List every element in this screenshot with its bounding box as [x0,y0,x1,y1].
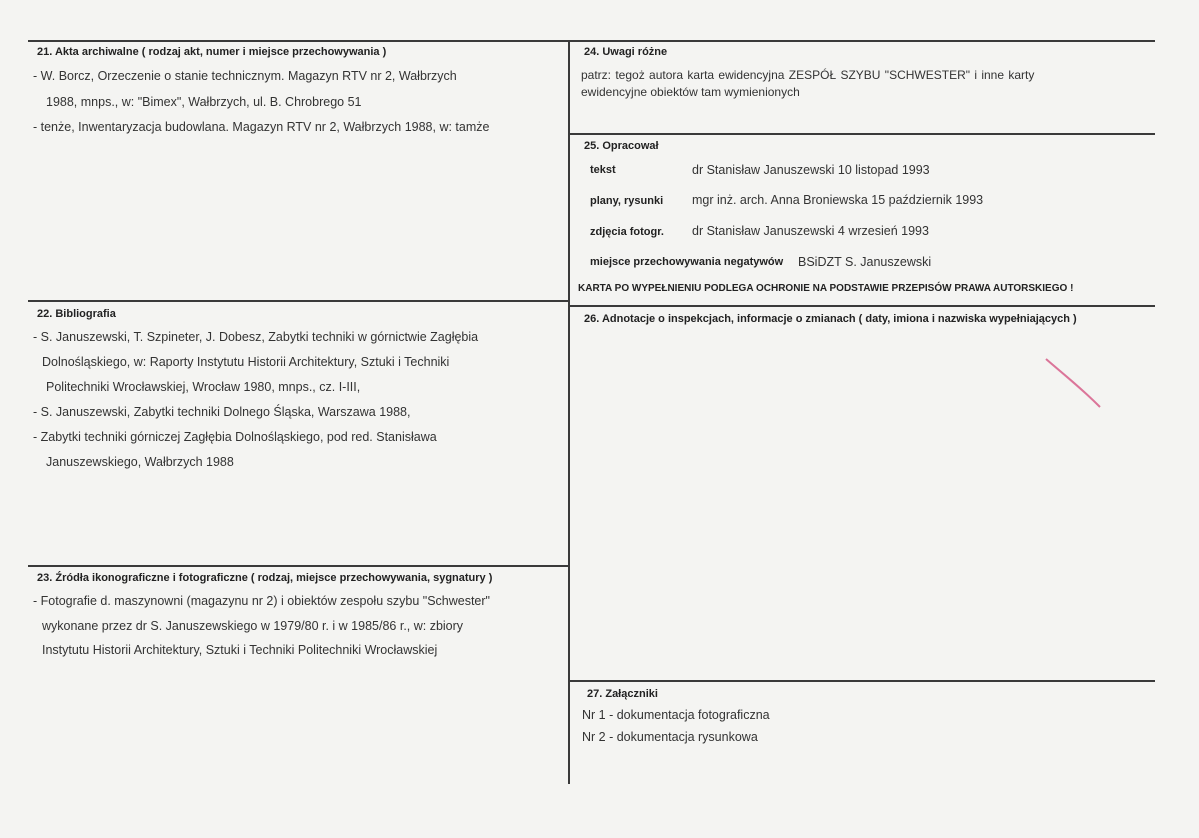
section-23-line: Instytutu Historii Architektury, Sztuki i Techniki Politechniki Wrocławskiej [42,643,438,657]
section-21-line: - tenże, Inwentaryzacja budowlana. Magazyn RTV nr 2, Wałbrzych 1988, w: tamże [33,120,490,134]
rule-26-27 [569,680,1155,682]
rule-24-25 [569,133,1155,135]
section-25-label-text: tekst [590,164,616,176]
section-22-line: Januszewskiego, Wałbrzych 1988 [46,455,234,469]
ink-mark [1040,355,1110,415]
section-27-title: 27. Załączniki [587,688,658,700]
section-21-title: 21. Akta archiwalne ( rodzaj akt, numer i miejsce przechowywania ) [37,46,387,58]
rule-25-26 [569,305,1155,307]
section-23-line: wykonane przez dr S. Januszewskiego w 1979/80 r. i w 1985/86 r., w: zbiory [42,619,464,633]
rule-21-22 [28,300,569,302]
section-22-title: 22. Bibliografia [37,308,116,320]
section-25-value-drawings: mgr inż. arch. Anna Broniewska 15 październik 1993 [692,193,984,207]
section-25-label-photos: zdjęcia fotogr. [590,226,664,238]
center-divider [568,40,570,784]
section-22-line: Dolnośląskiego, w: Raporty Instytutu Historii Architektury, Sztuki i Techniki [42,355,450,369]
section-22-line: - S. Januszewski, Zabytki techniki Dolnego Śląska, Warszawa 1988, [33,405,411,419]
section-22-line: - Zabytki techniki górniczej Zagłębia Dolnośląskiego, pod red. Stanisława [33,430,437,444]
section-21-line: - W. Borcz, Orzeczenie o stanie technicznym. Magazyn RTV nr 2, Wałbrzych [33,69,457,83]
rule-22-23 [28,565,569,567]
section-25-value-negatives: BSiDZT S. Januszewski [798,255,932,269]
top-rule [28,40,1155,42]
section-25-value-text: dr Stanisław Januszewski 10 listopad 1993 [692,163,930,177]
section-22-line: Politechniki Wrocławskiej, Wrocław 1980, mnps., cz. I-III, [46,380,361,394]
section-25-label-drawings: plany, rysunki [590,195,664,207]
section-22-line: - S. Januszewski, T. Szpineter, J. Dobesz, Zabytki techniki w górnictwie Zagłębia [33,330,479,344]
section-23-line: - Fotografie d. maszynowni (magazynu nr 2) i obiektów zespołu szybu "Schwester" [33,594,490,608]
section-24-line: patrz: tegoż autora karta ewidencyjna ZESPÓŁ SZYBU "SCHWESTER" i inne karty [581,68,1035,82]
section-27-line: Nr 2 - dokumentacja rysunkowa [582,730,758,744]
section-25-value-photos: dr Stanisław Januszewski 4 wrzesień 1993 [692,224,929,238]
section-24-line: ewidencyjne obiektów tam wymienionych [581,85,800,99]
section-21-line: 1988, mnps., w: "Bimex", Wałbrzych, ul. B. Chrobrego 51 [46,95,362,109]
section-23-title: 23. Źródła ikonograficzne i fotograficzne ( rodzaj, miejsce przechowywania, sygnatury ) [37,572,493,584]
copyright-warning: KARTA PO WYPEŁNIENIU PODLEGA OCHRONIE NA PODSTAWIE PRZEPISÓW PRAWA AUTORSKIEGO ! [578,283,1074,294]
section-26-title: 26. Adnotacje o inspekcjach, informacje o zmianach ( daty, imiona i nazwiska wypełniających ) [584,313,1077,325]
section-25-label-negatives: miejsce przechowywania negatywów [590,256,784,268]
section-27-line: Nr 1 - dokumentacja fotograficzna [582,708,770,722]
section-25-title: 25. Opracował [584,140,659,152]
section-24-title: 24. Uwagi różne [584,46,668,58]
